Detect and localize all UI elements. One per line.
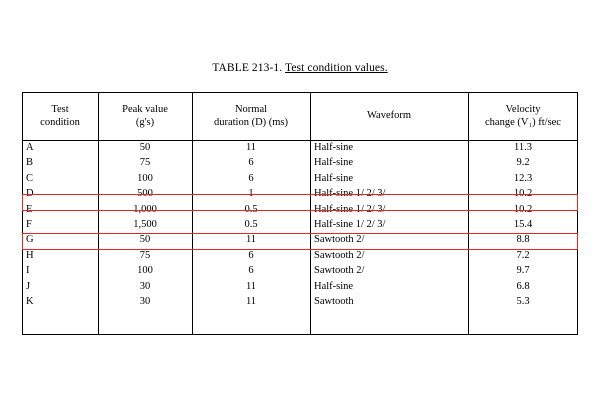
- table-header-divider: [22, 140, 578, 141]
- cell-waveform: Sawtooth 2/: [314, 249, 365, 261]
- cell-waveform: Half-sine 1/ 2/ 3/: [314, 188, 386, 200]
- cell-peak-value: 75: [139, 157, 151, 169]
- cell-duration: 6: [248, 249, 254, 261]
- cell-condition: A: [26, 142, 34, 153]
- column-header-waveform: Waveform: [366, 110, 412, 122]
- cell-peak-value: 50: [139, 142, 151, 153]
- table-caption: Test condition values.: [285, 62, 388, 74]
- table-row: [22, 186, 578, 201]
- cell-duration: 1: [248, 188, 254, 200]
- table-grid: [22, 92, 578, 309]
- cell-velocity: 5.3: [516, 296, 530, 308]
- column-divider-1: [98, 92, 99, 335]
- cell-condition: J: [26, 280, 31, 292]
- column-divider-4: [468, 92, 469, 335]
- cell-peak-value: 1,000: [133, 203, 157, 215]
- column-header-velocity-change: Velocity change (V₁) ft/sec: [485, 103, 561, 128]
- table-top-border: [22, 92, 578, 93]
- cell-velocity: 12.3: [513, 172, 533, 184]
- cell-peak-value: 50: [139, 234, 151, 246]
- cell-duration: 6: [248, 157, 254, 169]
- cell-waveform: Half-sine 1/ 2/ 3/: [314, 219, 386, 231]
- table-row: [22, 248, 578, 263]
- column-header-test-condition: Test condition: [40, 103, 80, 128]
- table-row: [22, 279, 578, 294]
- column-divider-2: [192, 92, 193, 335]
- cell-condition: D: [26, 188, 34, 200]
- cell-duration: 11: [245, 142, 257, 153]
- cell-peak-value: 100: [137, 265, 153, 277]
- table-row: [22, 202, 578, 217]
- cell-peak-value: 500: [137, 188, 153, 200]
- cell-duration: 11: [245, 280, 257, 292]
- cell-duration: 11: [245, 234, 257, 246]
- cell-velocity: 8.8: [516, 234, 530, 246]
- cell-velocity: 15.4: [513, 219, 533, 231]
- cell-velocity: 11.3: [514, 142, 532, 153]
- cell-waveform: Half-sine: [314, 157, 354, 169]
- cell-velocity: 6.8: [516, 280, 530, 292]
- table-row: [22, 155, 578, 170]
- table-body: [22, 140, 578, 309]
- cell-condition: K: [26, 296, 34, 308]
- table-row: [22, 232, 578, 247]
- cell-condition: E: [26, 203, 33, 215]
- cell-velocity: 9.2: [516, 157, 530, 169]
- table-row: [22, 263, 578, 278]
- cell-waveform: Sawtooth: [314, 296, 354, 308]
- cell-condition: H: [26, 249, 34, 261]
- table-header: [22, 92, 578, 140]
- cell-condition: C: [26, 172, 34, 184]
- table-number: TABLE 213-1.: [212, 62, 283, 74]
- cell-duration: 6: [248, 265, 254, 277]
- cell-velocity: 10.2: [513, 203, 533, 215]
- cell-condition: G: [26, 234, 34, 246]
- cell-waveform: Half-sine: [314, 280, 354, 292]
- cell-duration: 0.5: [244, 219, 258, 231]
- cell-peak-value: 30: [139, 280, 151, 292]
- cell-condition: B: [26, 157, 34, 169]
- cell-velocity: 9.7: [516, 265, 530, 277]
- table-row: [22, 294, 578, 309]
- cell-duration: 11: [245, 296, 257, 308]
- cell-condition: I: [26, 265, 30, 277]
- table-left-border: [22, 92, 23, 335]
- cell-waveform: Half-sine: [314, 142, 354, 153]
- table-row: [22, 140, 578, 155]
- cell-peak-value: 75: [139, 249, 151, 261]
- cell-velocity: 7.2: [516, 249, 530, 261]
- table-right-border: [577, 92, 578, 335]
- table-row: [22, 217, 578, 232]
- cell-velocity: 10.2: [513, 188, 533, 200]
- page-title: [0, 62, 600, 74]
- column-divider-3: [310, 92, 311, 335]
- cell-peak-value: 100: [137, 172, 153, 184]
- column-header-normal-duration: Normal duration (D) (ms): [213, 103, 289, 128]
- cell-condition: F: [26, 219, 32, 231]
- cell-peak-value: 30: [139, 296, 151, 308]
- cell-waveform: Sawtooth 2/: [314, 234, 365, 246]
- cell-waveform: Sawtooth 2/: [314, 265, 365, 277]
- cell-peak-value: 1,500: [133, 219, 157, 231]
- table-bottom-border: [22, 334, 578, 335]
- table-row: [22, 171, 578, 186]
- column-header-peak-value: Peak value (g's): [122, 103, 168, 128]
- test-condition-table: [22, 92, 578, 309]
- header-row: [22, 92, 578, 140]
- cell-waveform: Half-sine 1/ 2/ 3/: [314, 203, 386, 215]
- cell-waveform: Half-sine: [314, 172, 354, 184]
- cell-duration: 6: [248, 172, 254, 184]
- cell-duration: 0.5: [244, 203, 258, 215]
